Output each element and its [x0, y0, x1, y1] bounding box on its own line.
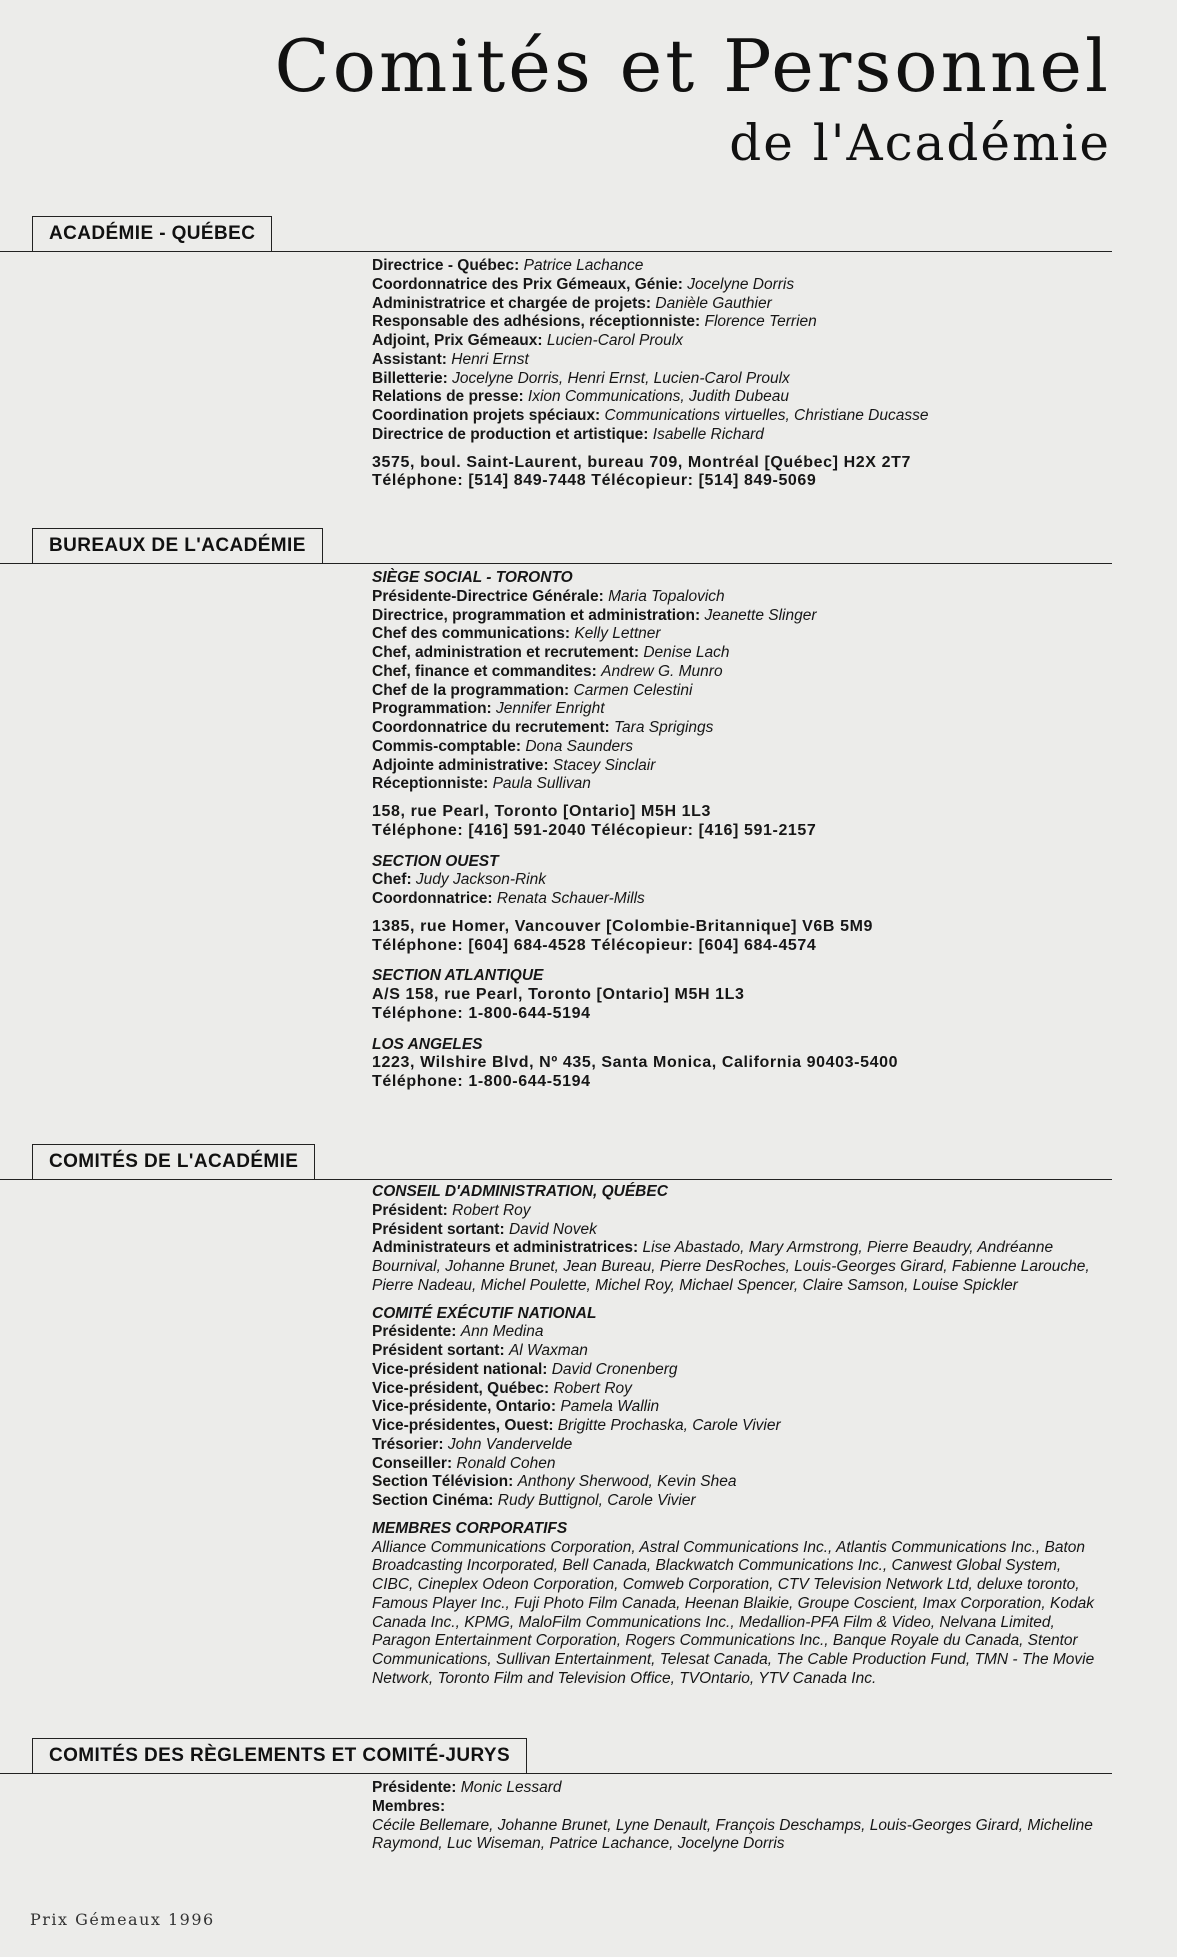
- field-value: Stacey Sinclair: [552, 756, 656, 774]
- staff-line: [372, 625, 1102, 644]
- address-line: 1385, rue Homer, Vancouver [Colombie-Britannique] V6B 5M9: [372, 917, 873, 935]
- field-value: Robert Roy: [452, 1201, 531, 1219]
- field-value: Jennifer Enright: [496, 700, 605, 718]
- subsection-title: CONSEIL D'ADMINISTRATION, QUÉBEC: [372, 1183, 668, 1200]
- field-value: John Vandervelde: [447, 1435, 573, 1453]
- field-label: Responsable des adhésions, réceptionniste:: [372, 313, 701, 331]
- field-label: Directrice de production et artistique:: [372, 425, 649, 443]
- field-label: Président sortant:: [372, 1342, 505, 1359]
- field-value: Tara Sprigings: [614, 719, 714, 736]
- staff-line: [372, 1455, 1102, 1474]
- field-label: Chef, administration et recrutement:: [372, 644, 639, 661]
- field-label: Chef des communications:: [372, 625, 571, 643]
- quebec-content: [372, 257, 1102, 491]
- section-title-bureaux: BUREAUX DE L'ACADÉMIE: [32, 528, 323, 564]
- address-line: 1223, Wilshire Blvd, Nº 435, Santa Monica, California 90403-5400: [372, 1054, 899, 1072]
- staff-line: [372, 757, 1102, 776]
- staff-line: [372, 1398, 1102, 1417]
- field-value: Communications virtuelles, Christiane Ducasse: [604, 407, 929, 424]
- field-label: Vice-présidente, Ontario:: [372, 1398, 557, 1416]
- subsection-title: SIÈGE SOCIAL - TORONTO: [372, 569, 573, 586]
- staff-line: [372, 1323, 1102, 1342]
- field-label: Président:: [372, 1201, 448, 1219]
- corporate-members-paragraph: Alliance Communications Corporation, Astral Communications Inc., Atlantis Communications Inc., Baton Broadcasting Incorporated, Bell Canada, Blackwatch Communications Inc., Canwest Global System, CIBC, Cineplex Odeon Corporation, Comweb Corporation, CTV Television Network Ltd, deluxe toronto, Famous Player Inc., Fuji Photo Film Canada, Heenan Blaikie, Groupe Coscient, Imax Corporation, Kodak Canada Inc., KPMG, MaloFilm Communications Inc., Medallion-PFA Film & Video, Nelvana Limited, Paragon Entertainment Corporation, Rogers Communications Inc., Banque Royale du Canada, Stentor Communications, Sullivan Entertainment, Telesat Canada, The Cable Production Fund, TMN - The Movie Network, Toronto Film and Television Office, TVOntario, YTV Canada Inc.: [372, 1538, 1095, 1687]
- address-block: [372, 986, 1102, 1024]
- field-label: Conseiller:: [372, 1454, 453, 1472]
- field-label: Adjointe administrative:: [372, 756, 549, 774]
- section-title-quebec: ACADÉMIE - QUÉBEC: [32, 216, 272, 252]
- field-label: Section Télévision:: [372, 1473, 514, 1491]
- staff-line: [372, 871, 1102, 890]
- field-value: Dona Saunders: [525, 737, 634, 755]
- staff-line: [372, 1473, 1102, 1492]
- staff-line: [372, 1779, 1102, 1798]
- field-label: Adjoint, Prix Gémeaux:: [372, 332, 543, 349]
- field-value: Florence Terrien: [704, 313, 817, 331]
- field-value: Henri Ernst: [451, 350, 529, 368]
- field-label: Vice-président national:: [372, 1360, 548, 1378]
- staff-line: [372, 1342, 1102, 1361]
- field-label: Coordonnatrice:: [372, 890, 493, 907]
- subsection-title: MEMBRES CORPORATIFS: [372, 1519, 568, 1537]
- phone-line: Téléphone: 1-800-644-5194: [372, 1073, 591, 1090]
- field-value: Isabelle Richard: [652, 425, 764, 443]
- subsection-title: SECTION OUEST: [372, 852, 499, 870]
- staff-line: [372, 1417, 1102, 1436]
- staff-line: [372, 738, 1102, 757]
- field-label: Présidente:: [372, 1323, 457, 1341]
- reglements-content: [372, 1779, 1102, 1854]
- members-label: Membres:: [372, 1797, 446, 1815]
- address-block: [372, 1054, 1102, 1092]
- staff-line: [372, 663, 1102, 682]
- address-line: A/S 158, rue Pearl, Toronto [Ontario] M5H 1L3: [372, 986, 745, 1003]
- staff-line: [372, 700, 1102, 719]
- field-value: Monic Lessard: [460, 1779, 562, 1796]
- phone-line: Téléphone: [416] 591-2040 Télécopieur: [416] 591-2157: [372, 821, 817, 839]
- field-label: Trésorier:: [372, 1435, 444, 1453]
- staff-line: [372, 426, 1102, 445]
- staff-line: [372, 607, 1102, 626]
- field-label: Directrice, programmation et administration:: [372, 606, 701, 624]
- subsection-title: LOS ANGELES: [372, 1035, 483, 1053]
- subsection-title: SECTION ATLANTIQUE: [372, 967, 544, 985]
- staff-line: [372, 351, 1102, 370]
- field-value: Lucien-Carol Proulx: [546, 332, 683, 349]
- field-value: Patrice Lachance: [523, 257, 644, 274]
- field-label: Présidente:: [372, 1779, 457, 1796]
- field-value: Andrew G. Munro: [601, 662, 723, 680]
- field-value: Jocelyne Dorris: [687, 275, 795, 293]
- field-label: Administratrice et chargée de projets:: [372, 294, 652, 312]
- staff-line: [372, 407, 1102, 426]
- section-header-quebec: [0, 212, 1112, 252]
- subsection-title: COMITÉ EXÉCUTIF NATIONAL: [372, 1304, 597, 1322]
- staff-line: [372, 719, 1102, 738]
- administrators-paragraph: [372, 1239, 1102, 1295]
- field-label: Coordonnatrice des Prix Gémeaux, Génie:: [372, 275, 683, 293]
- comites-content: [372, 1183, 1102, 1689]
- field-value: Brigitte Prochaska, Carole Vivier: [557, 1417, 781, 1434]
- field-value: Ann Medina: [460, 1323, 544, 1341]
- section-title-comites: COMITÉS DE L'ACADÉMIE: [32, 1144, 315, 1180]
- field-value: Danièle Gauthier: [655, 294, 772, 312]
- field-label: Chef de la programmation:: [372, 681, 570, 699]
- staff-line: [372, 1380, 1102, 1399]
- field-value: Ixion Communications, Judith Dubeau: [527, 388, 789, 406]
- staff-line: [372, 257, 1102, 276]
- field-label: Président sortant:: [372, 1220, 505, 1238]
- field-value: Jeanette Slinger: [704, 606, 817, 624]
- members-paragraph: Cécile Bellemare, Johanne Brunet, Lyne Denault, François Deschamps, Louis-Georges Girard, Micheline Raymond, Luc Wiseman, Patrice Lachance, Jocelyne Dorris: [372, 1816, 1093, 1853]
- field-label: Commis-comptable:: [372, 737, 521, 755]
- staff-line: [372, 775, 1102, 794]
- staff-line: [372, 890, 1102, 909]
- phone-line: Téléphone: 1-800-644-5194: [372, 1004, 591, 1022]
- field-value: Jocelyne Dorris, Henri Ernst, Lucien-Carol Proulx: [452, 369, 790, 387]
- field-value: Rudy Buttignol, Carole Vivier: [497, 1492, 696, 1509]
- field-label: Administrateurs et administratrices:: [372, 1239, 639, 1257]
- field-value: Maria Topalovich: [608, 587, 725, 605]
- staff-line: [372, 1221, 1102, 1240]
- staff-line: [372, 295, 1102, 314]
- staff-line: [372, 370, 1102, 389]
- field-label: Coordonnatrice du recrutement:: [372, 719, 610, 736]
- staff-line: [372, 332, 1102, 351]
- field-label: Chef:: [372, 871, 412, 889]
- page-footer: Prix Gémeaux 1996: [30, 1910, 215, 1929]
- staff-line: [372, 682, 1102, 701]
- field-label: Assistant:: [372, 350, 447, 368]
- field-label: Vice-président, Québec:: [372, 1379, 550, 1397]
- field-label: Chef, finance et commandites:: [372, 662, 597, 680]
- staff-line: [372, 588, 1102, 607]
- address-line: 3575, boul. Saint-Laurent, bureau 709, Montréal [Québec] H2X 2T7: [372, 453, 911, 471]
- phone-line: Téléphone: [514] 849-7448 Télécopieur: [514] 849-5069: [372, 472, 817, 490]
- field-label: Billetterie:: [372, 369, 448, 387]
- staff-line: [372, 1202, 1102, 1221]
- field-value: Carmen Celestini: [573, 681, 693, 699]
- field-label: Vice-présidentes, Ouest:: [372, 1417, 554, 1434]
- section-header-bureaux: [0, 524, 1112, 564]
- address-block: [372, 803, 1102, 841]
- bureaux-content: [372, 569, 1102, 1092]
- address-block: [372, 918, 1102, 956]
- field-value: Pamela Wallin: [560, 1398, 660, 1416]
- address-block: [372, 454, 1102, 492]
- field-label: Section Cinéma:: [372, 1492, 494, 1509]
- field-label: Relations de presse:: [372, 388, 524, 406]
- staff-line: [372, 1492, 1102, 1511]
- section-header-comites: [0, 1140, 1112, 1180]
- page-subtitle: de l'Académie: [729, 114, 1111, 172]
- page-title: Comités et Personnel: [274, 24, 1111, 108]
- field-value: Ronald Cohen: [456, 1454, 556, 1472]
- staff-line: [372, 1436, 1102, 1455]
- field-value: Kelly Lettner: [574, 625, 661, 643]
- staff-line: [372, 313, 1102, 332]
- address-line: 158, rue Pearl, Toronto [Ontario] M5H 1L3: [372, 803, 712, 820]
- staff-line: [372, 388, 1102, 407]
- field-value: David Cronenberg: [551, 1360, 678, 1378]
- section-title-reglements: COMITÉS DES RÈGLEMENTS ET COMITÉ-JURYS: [32, 1738, 527, 1774]
- field-value: Paula Sullivan: [492, 775, 591, 793]
- staff-line: [372, 1361, 1102, 1380]
- section-header-reglements: [0, 1734, 1112, 1774]
- field-value: Robert Roy: [553, 1379, 632, 1397]
- field-label: Coordination projets spéciaux:: [372, 407, 601, 424]
- field-value: Lise Abastado, Mary Armstrong, Pierre Beaudry, Andréanne Bournival, Johanne Brunet, Jean Bureau, Pierre DesRoches, Louis-Georges Girard, Fabienne Larouche, Pierre Nadeau, Michel Poulette, Michel Roy, Michael Spencer, Claire Samson, Louise Spickler: [372, 1239, 1090, 1294]
- field-value: Denise Lach: [643, 644, 730, 661]
- field-value: Anthony Sherwood, Kevin Shea: [517, 1473, 737, 1491]
- field-value: David Novek: [508, 1220, 597, 1238]
- field-value: Al Waxman: [508, 1342, 588, 1359]
- field-value: Renata Schauer-Mills: [496, 890, 645, 907]
- field-label: Directrice - Québec:: [372, 257, 520, 274]
- field-label: Réceptionniste:: [372, 775, 489, 793]
- field-label: Programmation:: [372, 700, 492, 718]
- staff-line: [372, 276, 1102, 295]
- phone-line: Téléphone: [604] 684-4528 Télécopieur: [604] 684-4574: [372, 936, 817, 954]
- field-label: Présidente-Directrice Générale:: [372, 587, 604, 605]
- field-value: Judy Jackson-Rink: [415, 871, 546, 889]
- staff-line: [372, 644, 1102, 663]
